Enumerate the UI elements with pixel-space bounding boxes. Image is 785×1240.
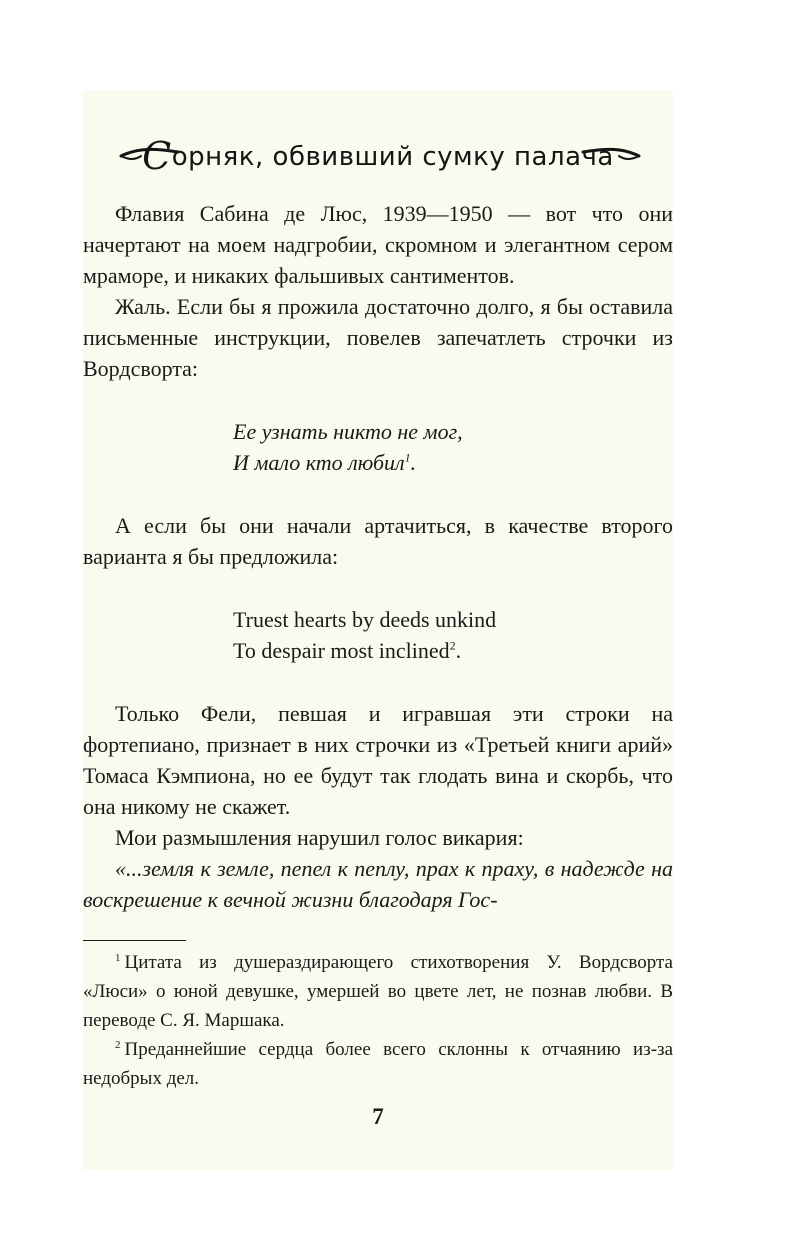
paragraph-2: Жаль. Если бы я прожила достаточно долго, я бы оставила письменные инструкции, повелев запечатлеть строчки из Вордсворта: <box>83 294 673 381</box>
footnote-text: Преданнейшие сердца более всего склонны к отчаянию из-за недобрых дел. <box>83 1039 673 1089</box>
paragraph-6: «...земля к земле, пепел к пеплу, прах к праху, в надежде на воскрешение к вечной жизни благодаря Гос- <box>83 856 673 912</box>
chapter-title-text: орняк, обвивший сумку палача <box>171 142 614 172</box>
paragraph-5: Мои размышления нарушил голос викария: <box>115 825 524 850</box>
footnotes <box>83 948 673 1093</box>
verse-end: . <box>410 450 417 475</box>
footnote-number: 1 <box>115 951 121 964</box>
footnote-1 <box>83 948 673 1035</box>
main-text <box>83 198 673 915</box>
chapter-title <box>83 130 673 178</box>
verse-line <box>233 447 673 478</box>
verse-line <box>233 635 673 666</box>
paragraph-4: Только Фели, певшая и игравшая эти строки на фортепиано, признает в них строчки из «Третьей книги арий» Томаса Кэмпиона, но ее будут так глодать вина и скорбь, что она никому не скажет. <box>83 701 673 819</box>
paragraph-3: А если бы они начали артачиться, в качестве второго варианта я бы предложила: <box>83 513 673 569</box>
footnote-ref[interactable]: 1 <box>404 450 411 465</box>
book-page <box>83 90 673 1170</box>
footnote-number: 2 <box>115 1038 121 1051</box>
chapter-header <box>83 118 673 178</box>
verse-end: . <box>455 638 462 663</box>
verse-campion <box>233 604 673 666</box>
footnote-2 <box>83 1035 673 1093</box>
paragraph-1: Флавия Сабина де Люс, 1939—1950 — вот что они начертают на моем надгробии, скромном и элегантном сером мраморе, и никаких фальшивых сантиментов. <box>83 201 673 288</box>
verse-wordsworth <box>233 416 673 478</box>
verse-line: Truest hearts by deeds unkind <box>233 607 497 632</box>
footnote-ref[interactable]: 2 <box>449 638 456 653</box>
verse-line: Ее узнать никто не мог, <box>233 419 463 444</box>
verse-line-text: И мало кто любил <box>233 450 405 475</box>
footnote-divider <box>83 940 186 941</box>
chapter-title-initial: С <box>142 134 172 178</box>
page-number: 7 <box>372 1104 384 1129</box>
footnote-text: Цитата из душераздирающего стихотворения У. Вордсворта «Люси» о юной девушке, умершей во цвете лет, не познав любви. В переводе С. Я. Маршака. <box>83 952 673 1031</box>
verse-line-text: To despair most inclined <box>233 638 450 663</box>
